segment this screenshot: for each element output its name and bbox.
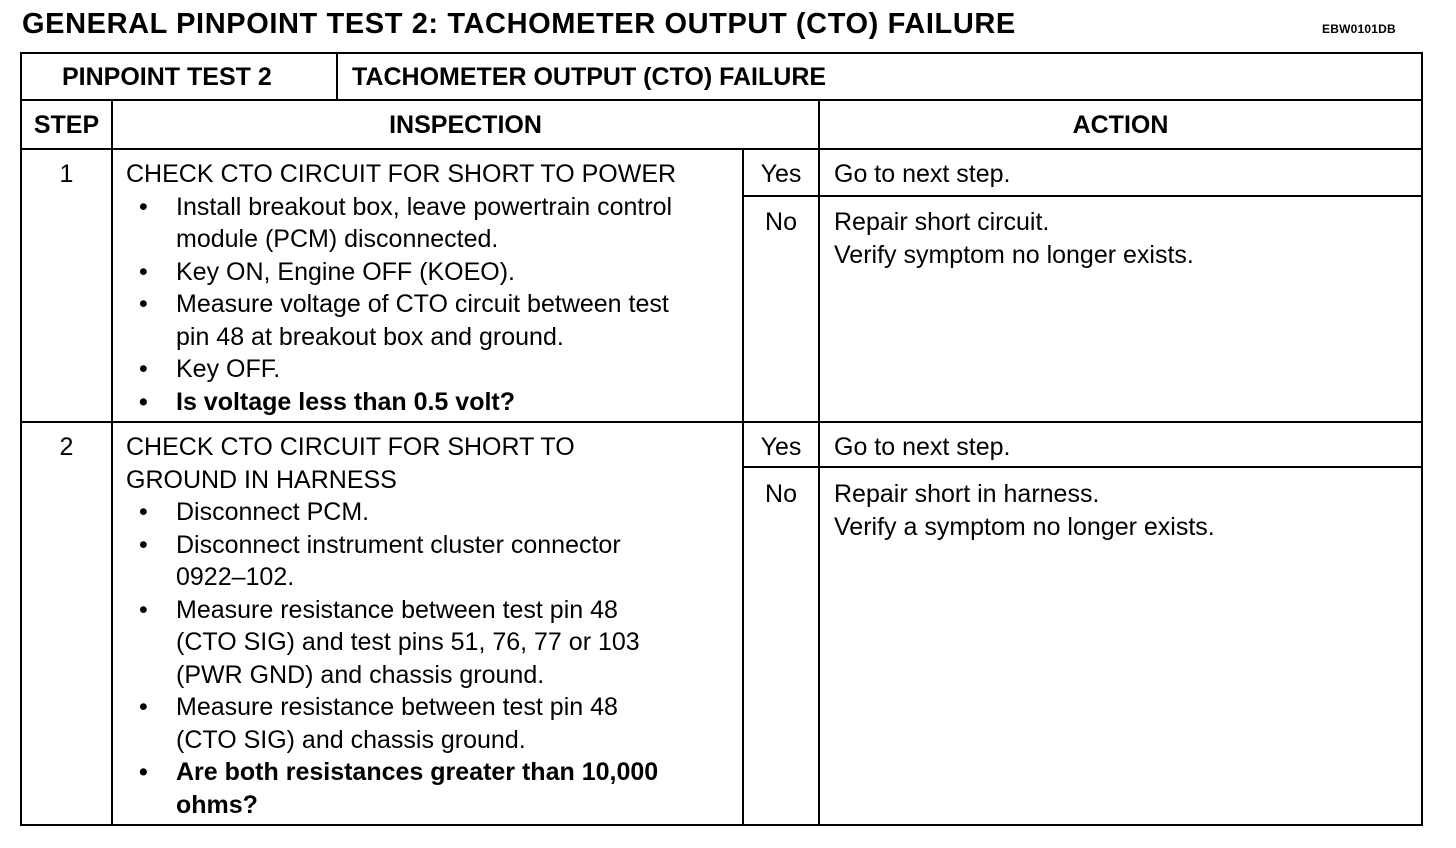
pinpoint-test-title: TACHOMETER OUTPUT (CTO) FAILURE bbox=[352, 63, 827, 91]
bullet-icon: • bbox=[139, 693, 148, 721]
yes-action: Go to next step. bbox=[834, 160, 1011, 188]
step2-yes-no-divider bbox=[743, 466, 1423, 468]
bullet-icon: • bbox=[139, 595, 148, 624]
step-divider bbox=[20, 421, 1423, 423]
bullet-icon: • bbox=[139, 192, 148, 221]
step-column-header: STEP bbox=[33, 111, 100, 139]
no-label: No bbox=[765, 480, 797, 508]
inspection-bullet-list bbox=[126, 191, 676, 419]
inspection-action-separator bbox=[818, 100, 820, 826]
step-number: 1 bbox=[59, 160, 74, 188]
inspection-question: • Are both resistances greater than 10,000 ohms? bbox=[139, 758, 659, 819]
step-inspection bbox=[126, 158, 676, 418]
inspection-heading: CHECK CTO CIRCUIT FOR SHORT TO POWER bbox=[126, 160, 677, 188]
bullet-icon: • bbox=[139, 290, 148, 318]
step1-yes-no-divider bbox=[743, 195, 1423, 197]
inspection-column-header: INSPECTION bbox=[389, 111, 542, 139]
inspection-bullet: • Measure resistance between test pin 48 (CTO SIG) and chassis ground. bbox=[139, 693, 618, 754]
header-row-divider bbox=[20, 148, 1423, 150]
inspection-bullet: • Key OFF. bbox=[126, 353, 676, 386]
inspection-bullet: • Key ON, Engine OFF (KOEO). bbox=[126, 256, 676, 289]
yes-label: Yes bbox=[760, 433, 802, 461]
bullet-icon: • bbox=[139, 355, 148, 383]
step-number: 2 bbox=[59, 433, 74, 461]
inspection-bullet: • Install breakout box, leave powertrain control module (PCM) disconnected. bbox=[139, 192, 673, 253]
step-inspection bbox=[126, 431, 658, 821]
inspection-bullet: • Measure resistance between test pin 48 (CTO SIG) and test pins 51, 76, 77 or 103 (PWR GND) and chassis ground. bbox=[139, 595, 640, 689]
bullet-icon: • bbox=[139, 387, 148, 416]
yes-action: Go to next step. bbox=[834, 433, 1011, 461]
no-action: Repair short circuit. Verify symptom no longer exists. bbox=[834, 208, 1194, 269]
bullet-icon: • bbox=[139, 758, 148, 786]
inspection-bullet-list bbox=[126, 496, 658, 821]
pinpoint-test-label: PINPOINT TEST 2 bbox=[62, 63, 272, 91]
inspection-bullet: • Disconnect instrument cluster connector 0922–102. bbox=[139, 530, 621, 591]
yes-label: Yes bbox=[760, 160, 802, 188]
inspection-bullet: • Disconnect PCM. bbox=[126, 496, 658, 529]
title-row-separator bbox=[336, 52, 338, 100]
inspection-heading: CHECK CTO CIRCUIT FOR SHORT TO GROUND IN HARNESS bbox=[126, 433, 575, 494]
no-action: Repair short in harness. Verify a symptom no longer exists. bbox=[834, 480, 1215, 541]
inspection-question: • Is voltage less than 0.5 volt? bbox=[126, 386, 676, 419]
page-title: GENERAL PINPOINT TEST 2: TACHOMETER OUTPUT (CTO) FAILURE bbox=[22, 8, 1016, 40]
title-row-divider bbox=[20, 99, 1423, 101]
bullet-icon: • bbox=[139, 530, 148, 559]
step-column-separator bbox=[111, 100, 113, 826]
document-code: EBW0101DB bbox=[1322, 22, 1396, 36]
no-label: No bbox=[765, 208, 797, 236]
bullet-icon: • bbox=[139, 498, 148, 526]
inspection-bullet: • Measure voltage of CTO circuit between test pin 48 at breakout box and ground. bbox=[139, 290, 669, 351]
bullet-icon: • bbox=[139, 257, 148, 286]
action-column-header: ACTION bbox=[1072, 111, 1169, 139]
